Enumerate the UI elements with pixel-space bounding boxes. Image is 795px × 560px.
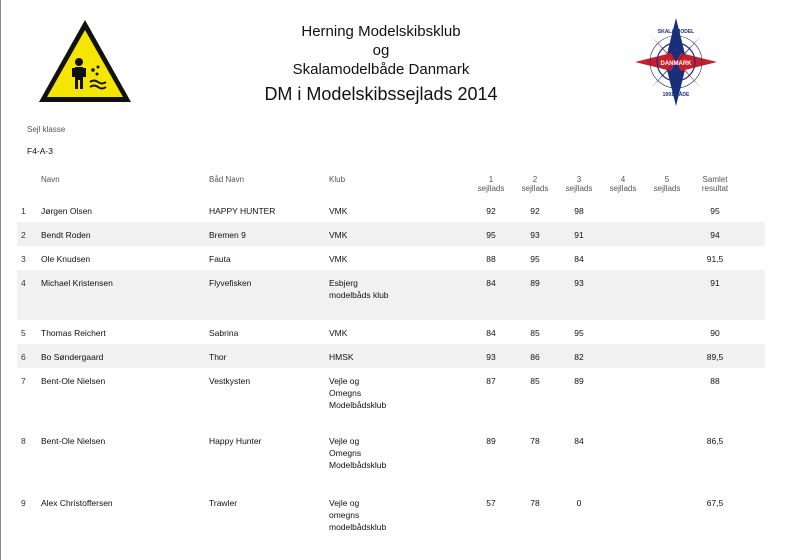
total-score: 88 <box>710 376 720 386</box>
logo-top-text: SKALA MODEL <box>657 29 695 35</box>
total-score: 94 <box>710 230 720 240</box>
skipper-name: Bent-Ole Nielsen <box>41 436 106 446</box>
sail-1-score: 84 <box>486 278 496 288</box>
sail-2-score: 89 <box>530 278 540 288</box>
total-score: 91,5 <box>706 254 724 264</box>
club-name: VMK <box>329 230 348 240</box>
table-row <box>17 490 765 550</box>
skipper-name: Alex Christoffersen <box>41 498 113 508</box>
col-sail-1: 1 sejllads <box>477 175 505 193</box>
boat-name: Bremen 9 <box>209 230 246 240</box>
table-row <box>17 428 765 488</box>
logo-bottom-text: 1991 BÅDE <box>662 92 690 98</box>
sail-1-score: 93 <box>486 352 496 362</box>
club-name: Vejle og Omegns Modelbådsklub <box>329 376 387 410</box>
total-score: 89,5 <box>706 352 724 362</box>
header-line-1: Herning Modelskibsklub <box>301 23 461 40</box>
col-sail-2: 2 sejllads <box>521 175 549 193</box>
row-index: 3 <box>21 254 26 264</box>
col-sail-3: 3 sejllads <box>565 175 593 193</box>
col-club: Klub <box>329 175 346 184</box>
row-index: 1 <box>21 206 26 216</box>
club-name: Esbjerg modelbåds klub <box>329 278 389 300</box>
table-row <box>17 270 765 320</box>
table-row <box>17 198 765 222</box>
boat-name: Fauta <box>209 254 231 264</box>
row-index: 7 <box>21 376 26 386</box>
col-sail-5: 5 sejllads <box>653 175 681 193</box>
total-score: 90 <box>710 328 720 338</box>
sail-3-score: 95 <box>574 328 584 338</box>
boat-name: Vestkysten <box>209 376 251 386</box>
sail-2-score: 78 <box>530 436 540 446</box>
club-name: VMK <box>329 254 348 264</box>
sail-2-score: 78 <box>530 498 540 508</box>
sail-3-score: 93 <box>574 278 584 288</box>
row-index: 8 <box>21 436 26 446</box>
sail-2-score: 95 <box>530 254 540 264</box>
boat-name: Happy Hunter <box>209 436 262 446</box>
sail-1-score: 95 <box>486 230 496 240</box>
page-title: DM i Modelskibssejlads 2014 <box>264 84 498 104</box>
club-name: HMSK <box>329 352 354 362</box>
col-total: Samlet resultat <box>701 175 729 193</box>
sail-3-score: 84 <box>574 254 584 264</box>
table-row <box>17 368 765 426</box>
club-name: VMK <box>329 206 348 216</box>
col-boat: Båd Navn <box>209 175 245 184</box>
skipper-name: Thomas Reichert <box>41 328 106 338</box>
sail-2-score: 93 <box>530 230 540 240</box>
col-sail-4: 4 sejllads <box>609 175 637 193</box>
sail-1-score: 89 <box>486 436 496 446</box>
row-index: 2 <box>21 230 26 240</box>
class-label: Sejl klasse <box>27 125 66 134</box>
compass-logo-icon <box>633 16 719 108</box>
sail-3-score: 98 <box>574 206 584 216</box>
sail-3-score: 0 <box>576 498 582 508</box>
logo-middle-text: DANMARK <box>660 61 692 67</box>
sail-1-score: 88 <box>486 254 496 264</box>
club-name: VMK <box>329 328 348 338</box>
skipper-name: Bo Søndergaard <box>41 352 104 362</box>
skipper-name: Ole Knudsen <box>41 254 91 264</box>
total-score: 67,5 <box>706 498 724 508</box>
skipper-name: Michael Kristensen <box>41 278 113 288</box>
sail-1-score: 57 <box>486 498 496 508</box>
header-line-3: Skalamodelbåde Danmark <box>292 61 470 78</box>
boat-name: Trawler <box>209 498 238 508</box>
total-score: 86,5 <box>706 436 724 446</box>
row-index: 5 <box>21 328 26 338</box>
club-name: Vejle og omegns modelbådsklub <box>329 498 387 532</box>
row-index: 6 <box>21 352 26 362</box>
boat-name: Sabrina <box>209 328 239 338</box>
col-name: Navn <box>41 175 60 184</box>
table-row <box>17 344 765 368</box>
club-name: Vejle og Omegns Modelbådsklub <box>329 436 387 470</box>
sail-3-score: 82 <box>574 352 584 362</box>
table-row <box>17 246 765 270</box>
total-score: 95 <box>710 206 720 216</box>
sail-1-score: 84 <box>486 328 496 338</box>
warning-sign-icon <box>37 18 133 104</box>
sail-3-score: 91 <box>574 230 584 240</box>
sail-2-score: 85 <box>530 328 540 338</box>
sail-3-score: 89 <box>574 376 584 386</box>
boat-name: Flyvefisken <box>209 278 252 288</box>
sail-1-score: 92 <box>486 206 496 216</box>
boat-name: HAPPY HUNTER <box>209 206 276 216</box>
sail-1-score: 87 <box>486 376 496 386</box>
class-value: F4-A-3 <box>27 146 53 156</box>
table-row <box>17 320 765 344</box>
page-header <box>201 22 561 104</box>
skipper-name: Bent-Ole Nielsen <box>41 376 106 386</box>
row-index: 4 <box>21 278 26 288</box>
sail-2-score: 85 <box>530 376 540 386</box>
table-row <box>17 222 765 246</box>
sail-2-score: 86 <box>530 352 540 362</box>
skipper-name: Jørgen Olsen <box>41 206 93 216</box>
skipper-name: Bendt Roden <box>41 230 91 240</box>
row-index: 9 <box>21 498 26 508</box>
total-score: 91 <box>710 278 720 288</box>
sail-3-score: 84 <box>574 436 584 446</box>
header-line-2: og <box>372 42 390 59</box>
boat-name: Thor <box>209 352 227 362</box>
sail-2-score: 92 <box>530 206 540 216</box>
